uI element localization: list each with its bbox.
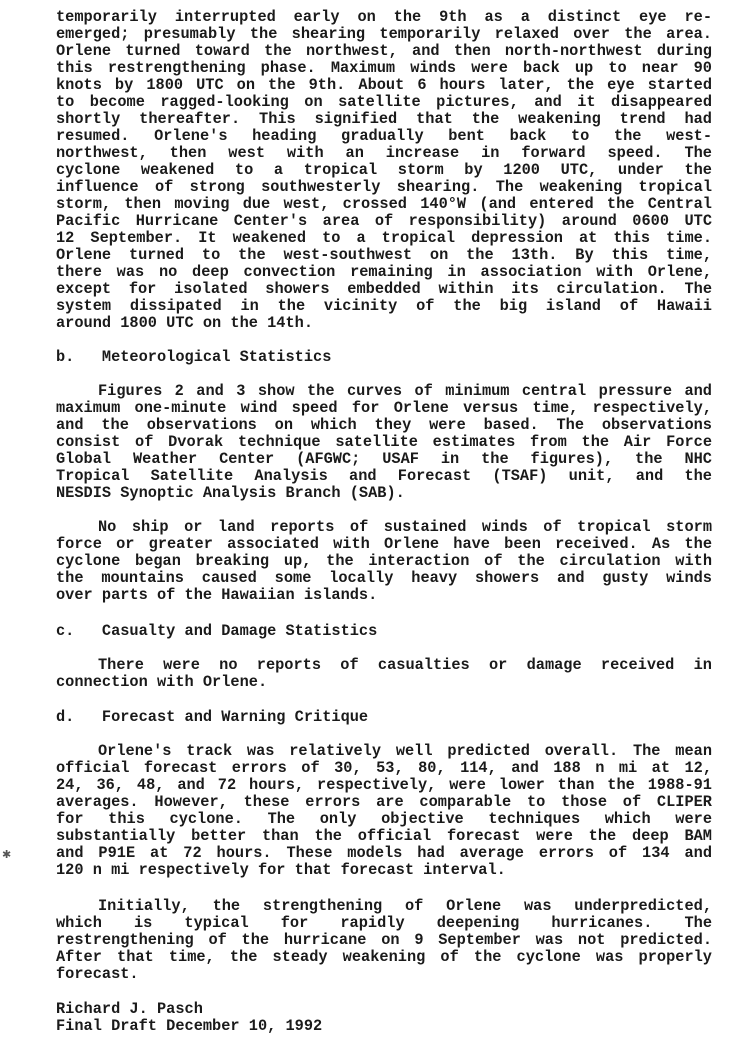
text-line: shortly thereafter. This signified that the weakening trend had <box>56 110 712 128</box>
text-line: There were no reports of casualties or damage received in <box>98 656 712 674</box>
text-line: Orlene turned toward the northwest, and then north-northwest during <box>56 42 712 60</box>
text-line: resumed. Orlene's heading gradually bent back to the west- <box>56 127 712 145</box>
text-line: No ship or land reports of sustained winds of tropical storm <box>98 518 712 536</box>
text-line: maximum one-minute wind speed for Orlene versus time, respectively, <box>56 399 712 417</box>
text-line: substantially better than the official forecast were the deep BAM <box>56 827 712 845</box>
text-line: restrengthening of the hurricane on 9 September was not predicted. <box>56 931 712 949</box>
text-line: which is typical for rapidly deepening hurricanes. The <box>56 914 712 932</box>
text-line: 12 September. It weakened to a tropical depression at this time. <box>56 229 712 247</box>
text-line: cyclone weakened to a tropical storm by 1200 UTC, under the <box>56 161 712 179</box>
text-line: cyclone began breaking up, the interaction of the circulation with <box>56 552 712 570</box>
text-line: 120 n mi respectively for that forecast interval. <box>56 861 506 879</box>
text-line: Initially, the strengthening of Orlene was underpredicted, <box>98 897 712 915</box>
text-line: temporarily interrupted early on the 9th as a distinct eye re- <box>56 8 712 26</box>
text-line: around 1800 UTC on the 14th. <box>56 314 314 332</box>
text-line: Figures 2 and 3 show the curves of minimum central pressure and <box>98 382 712 400</box>
text-line: to become ragged-looking on satellite pictures, and it disappeared <box>56 93 712 111</box>
section-heading-forecast-critique: d. Forecast and Warning Critique <box>56 708 369 726</box>
text-line: storm, then moving due west, crossed 140°W (and entered the Central <box>56 195 712 213</box>
text-line: force or greater associated with Orlene have been received. As the <box>56 535 712 553</box>
text-line: Orlene turned to the west-southwest on the 13th. By this time, <box>56 246 712 264</box>
text-line: over parts of the Hawaiian islands. <box>56 586 378 604</box>
text-line: and P91E at 72 hours. These models had average errors of 134 and <box>56 844 712 862</box>
text-line: Tropical Satellite Analysis and Forecast (TSAF) unit, and the <box>56 467 712 485</box>
text-line: the mountains caused some locally heavy showers and gusty winds <box>56 569 712 587</box>
text-line: northwest, then west with an increase in forward speed. The <box>56 144 712 162</box>
text-line: knots by 1800 UTC on the 9th. About 6 hours later, the eye started <box>56 76 712 94</box>
scan-artifact-icon: ✱ <box>2 848 12 861</box>
signature-author: Richard J. Pasch <box>56 1000 203 1018</box>
text-line: emerged; presumably the shearing temporarily relaxed over the area. <box>56 25 712 43</box>
text-line: except for isolated showers embedded within its circulation. The <box>56 280 712 298</box>
text-line: there was no deep convection remaining in association with Orlene, <box>56 263 712 281</box>
text-line: connection with Orlene. <box>56 673 268 691</box>
text-line: consist of Dvorak technique satellite estimates from the Air Force <box>56 433 712 451</box>
text-line: After that time, the steady weakening of the cyclone was properly <box>56 948 712 966</box>
section-heading-meteorological-statistics: b. Meteorological Statistics <box>56 348 332 366</box>
text-line: Orlene's track was relatively well predicted overall. The mean <box>98 742 712 760</box>
text-line: official forecast errors of 30, 53, 80, 114, and 188 n mi at 12, <box>56 759 712 777</box>
text-line: this restrengthening phase. Maximum winds were back up to near 90 <box>56 59 712 77</box>
text-line: averages. However, these errors are comparable to those of CLIPER <box>56 793 712 811</box>
text-line: NESDIS Synoptic Analysis Branch (SAB). <box>56 484 405 502</box>
text-line: for this cyclone. The only objective techniques which were <box>56 810 712 828</box>
section-heading-casualty-damage: c. Casualty and Damage Statistics <box>56 622 378 640</box>
text-line: and the observations on which they were based. The observations <box>56 416 712 434</box>
text-line: Global Weather Center (AFGWC; USAF in the figures), the NHC <box>56 450 712 468</box>
text-line: Pacific Hurricane Center's area of responsibility) around 0600 UTC <box>56 212 712 230</box>
text-line: forecast. <box>56 965 139 983</box>
text-line: 24, 36, 48, and 72 hours, respectively, were lower than the 1988-91 <box>56 776 712 794</box>
signature-date: Final Draft December 10, 1992 <box>56 1017 323 1035</box>
text-line: system dissipated in the vicinity of the big island of Hawaii <box>56 297 712 315</box>
text-line: influence of strong southwesterly shearing. The weakening tropical <box>56 178 712 196</box>
